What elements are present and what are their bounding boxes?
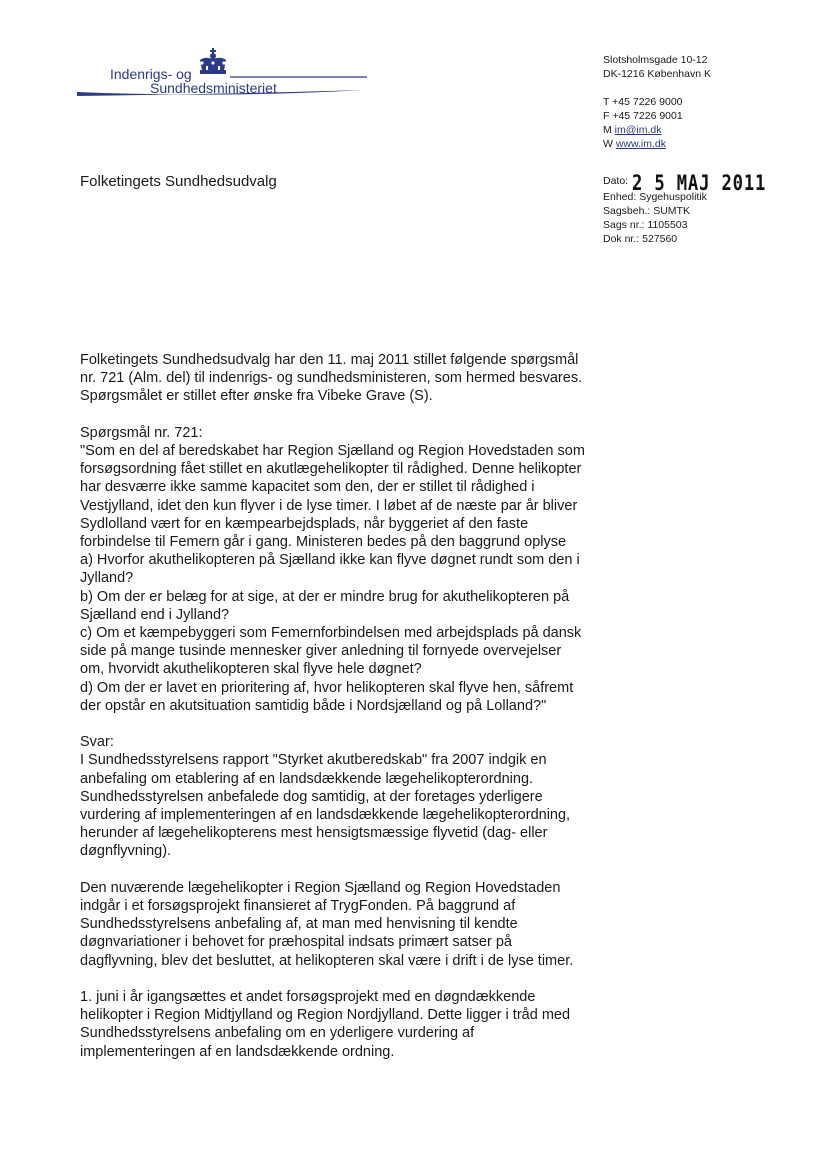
paragraph (80, 424, 600, 715)
meta-document-number: Dok nr.: 527560 (603, 233, 678, 245)
date-stamp: 2 5 MAJ 2011 (632, 171, 767, 195)
address-city: DK-1216 København K (603, 68, 711, 80)
text-line: vurdering af implementeringen af en landsdækkende lægehelikopterordning, (80, 807, 571, 824)
date-row (603, 164, 796, 195)
recipient: Folketingets Sundhedsudvalg (80, 173, 277, 190)
text-line: 1. juni i år igangsættes et andet forsøgsprojekt med en døgndækkende (80, 989, 536, 1006)
contact-web-label: W (603, 138, 613, 150)
text-line: anbefaling om etablering af en landsdækkende lægehelikopterordning. (80, 770, 534, 787)
address-street: Slotsholmsgade 10-12 (603, 54, 708, 66)
text-line: helikopter i Region Midtjylland og Region Nordjylland. Dette ligger i tråd med (80, 1007, 571, 1024)
meta-caseworker: Sagsbeh.: SUMTK (603, 205, 690, 217)
date-label: Dato: (603, 175, 629, 187)
text-line: Sjælland end i Jylland? (80, 606, 230, 623)
text-line: har desværre ikke samme kapacitet som den, der er stillet til rådighed i (80, 479, 535, 496)
paragraph (80, 879, 600, 970)
paragraph (80, 988, 600, 1061)
contact-web-link[interactable]: www.im.dk (615, 138, 667, 150)
text-line: forbindelse til Femern går i gang. Ministeren bedes på den baggrund oplyse (80, 534, 567, 551)
meta-unit: Enhed: Sygehuspolitik (603, 191, 707, 203)
contact-phone: T +45 7226 9000 (603, 96, 683, 108)
ministry-logo (72, 44, 372, 106)
text-line: Den nuværende lægehelikopter i Region Sjælland og Region Hovedstaden (80, 879, 561, 896)
text-line: Sundhedsstyrelsens anbefaling om en yderligere vurdering af (80, 1025, 475, 1042)
text-line: d) Om der er lavet en prioritering af, hvor helikopteren skal flyve hen, såfremt (80, 679, 574, 696)
text-line: Sundhedsstyrelsens anbefaling af, at man med henvisning til kendte (80, 916, 518, 933)
text-line: b) Om der er belæg for at sige, at der er mindre brug for akuthelikopteren på (80, 588, 570, 605)
text-line: der opstår en akutsituation samtidig både i Nordsjælland og på Lolland?" (80, 697, 547, 714)
text-line: herunder af lægehelikopterens mest hensigtsmæssige flyvetid (dag- eller (80, 825, 548, 842)
meta-case-number: Sags nr.: 1105503 (603, 219, 688, 231)
text-line: dagflyvning, blev det besluttet, at helikopteren skal være i drift i de lyse timer. (80, 952, 574, 969)
contact-mail-link[interactable]: im@im.dk (614, 124, 662, 136)
letter-body (80, 351, 600, 1079)
text-line: Sundhedsstyrelsen anbefalede dog samtidig, at der foretages yderligere (80, 788, 543, 805)
text-line: Spørgsmålet er stillet efter ønske fra Vibeke Grave (S). (80, 388, 433, 405)
crown-icon (200, 48, 226, 74)
logo-text-line2: Sundhedsministeriet (150, 80, 277, 96)
contact-web-row (603, 137, 683, 151)
text-line: om, hvorvidt akuthelikopteren skal flyve hele døgnet? (80, 661, 422, 678)
text-line: døgnvariationer i behovet for præhospital indsats primært satser på (80, 934, 512, 951)
logo-text-line1: Indenrigs- og (110, 66, 192, 82)
text-line: side på mange tusinde mennesker giver anledning til fornyede overvejelser (80, 643, 562, 660)
paragraph (80, 351, 600, 406)
text-line: "Som en del af beredskabet har Region Sjælland og Region Hovedstaden som (80, 443, 585, 459)
text-line: Spørgsmål nr. 721: (80, 424, 203, 441)
text-line: c) Om et kæmpebyggeri som Femernforbindelsen med arbejdsplads på dansk (80, 625, 582, 642)
text-line: Sydlolland vært for en kæmpearbejdsplads, når byggeriet af den faste (80, 515, 529, 532)
contact-fax: F +45 7226 9001 (603, 110, 683, 122)
sender-contact (603, 95, 683, 151)
text-line: døgnflyvning). (80, 843, 172, 860)
sender-address (603, 53, 711, 81)
paragraph (80, 733, 600, 860)
contact-mail-row (603, 123, 683, 137)
text-line: Vestjylland, idet den kun flyver i de lyse timer. I løbet af de næste par år bliver (80, 497, 578, 514)
text-line: Folketingets Sundhedsudvalg har den 11. maj 2011 stillet følgende spørgsmål (80, 352, 579, 368)
text-line: indgår i et forsøgsprojekt finansieret af TrygFonden. På baggrund af (80, 898, 516, 915)
contact-mail-label: M (603, 124, 612, 136)
text-line: nr. 721 (Alm. del) til indenrigs- og sundhedsministeren, som hermed besvares. (80, 370, 583, 387)
text-line: implementeringen af en landsdækkende ordning. (80, 1043, 395, 1060)
text-line: Jylland? (80, 570, 134, 587)
text-line: I Sundhedsstyrelsens rapport "Styrket akutberedskab" fra 2007 indgik en (80, 752, 547, 769)
text-line: a) Hvorfor akuthelikopteren på Sjælland ikke kan flyve døgnet rundt som den i (80, 552, 580, 569)
text-line: forsøgsordning fået stillet en akutlægehelikopter til rådighed. Denne helikopter (80, 461, 582, 478)
text-line: Svar: (80, 734, 114, 751)
document-meta (603, 164, 796, 246)
